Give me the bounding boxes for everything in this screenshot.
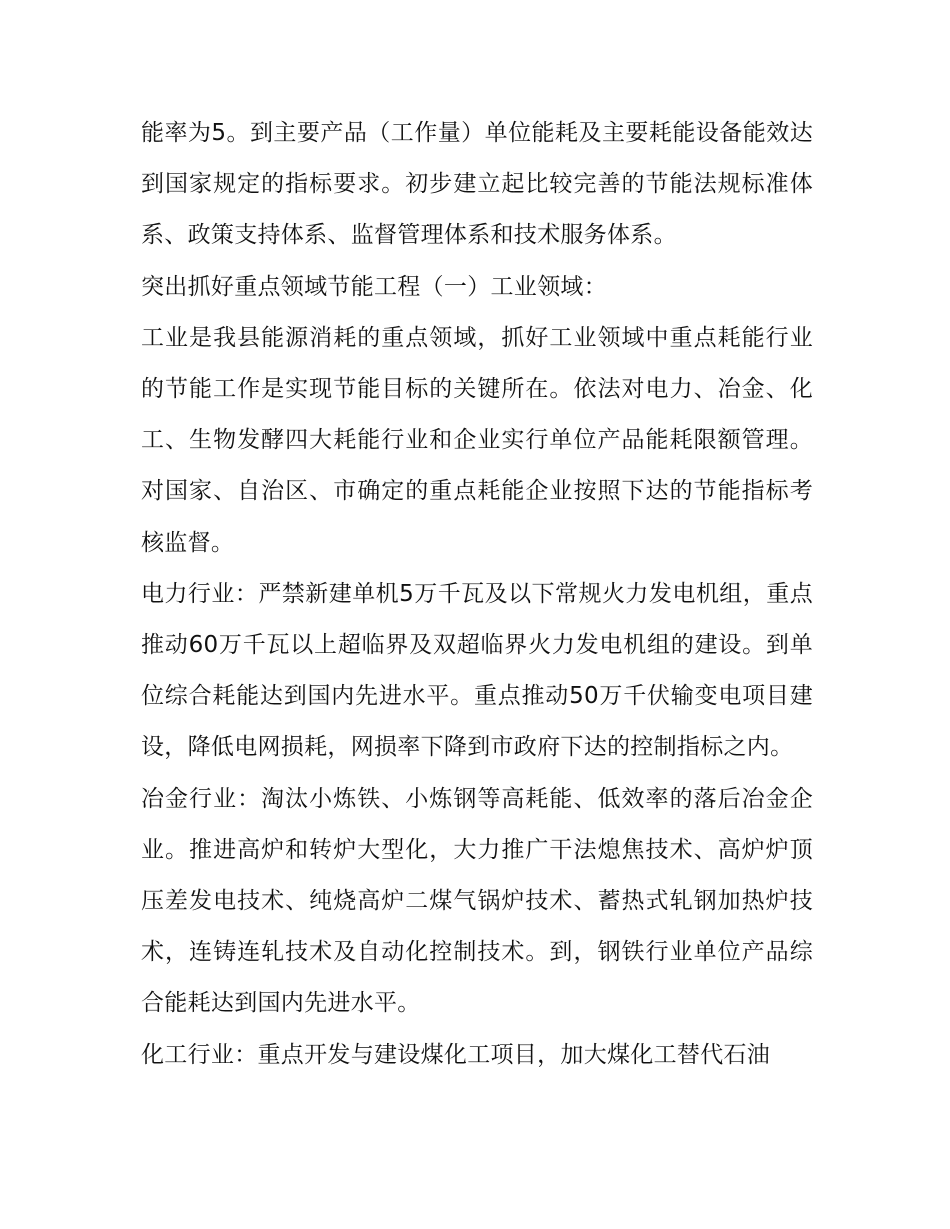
section-heading-industry: 突出抓好重点领域节能工程（一）工业领域： [141, 273, 607, 300]
paragraph-power-industry: 电力行业：严禁新建单机5万千瓦及以下常规火力发电机组，重点推动60万千瓦以上超临界及双超临界火力发电机组的建设。到单位综合耗能达到国内先进水平。重点推动50万千伏输变电项目建设，降低电网损耗，网损率下降到市政府下达的控制指标之内。 [141, 580, 813, 761]
paragraph-energy-targets: 能率为5。到主要产品（工作量）单位能耗及主要耗能设备能效达到国家规定的指标要求。初步建立起比较完善的节能法规标准体系、政策支持体系、监督管理体系和技术服务体系。 [141, 120, 813, 249]
paragraph-chemical-industry: 化工行业：重点开发与建设煤化工项目，加大煤化工替代石油 [141, 1041, 771, 1068]
paragraph-metallurgy-industry: 冶金行业：淘汰小炼铁、小炼钢等高耗能、低效率的落后冶金企业。推进高炉和转炉大型化，大力推广干法熄焦技术、高炉炉顶压差发电技术、纯烧高炉二煤气锅炉技术、蓄热式轧钢加热炉技术，连铸连轧技术及自动化控制技术。到，钢铁行业单位产品综合能耗达到国内先进水平。 [141, 785, 813, 1017]
paragraph-industry-overview: 工业是我县能源消耗的重点领域，抓好工业领域中重点耗能行业的节能工作是实现节能目标的关键所在。依法对电力、冶金、化工、生物发酵四大耗能行业和企业实行单位产品能耗限额管理。对国家、自治区、市确定的重点耗能企业按照下达的节能指标考核监督。 [141, 324, 813, 556]
document-body [141, 108, 813, 1081]
